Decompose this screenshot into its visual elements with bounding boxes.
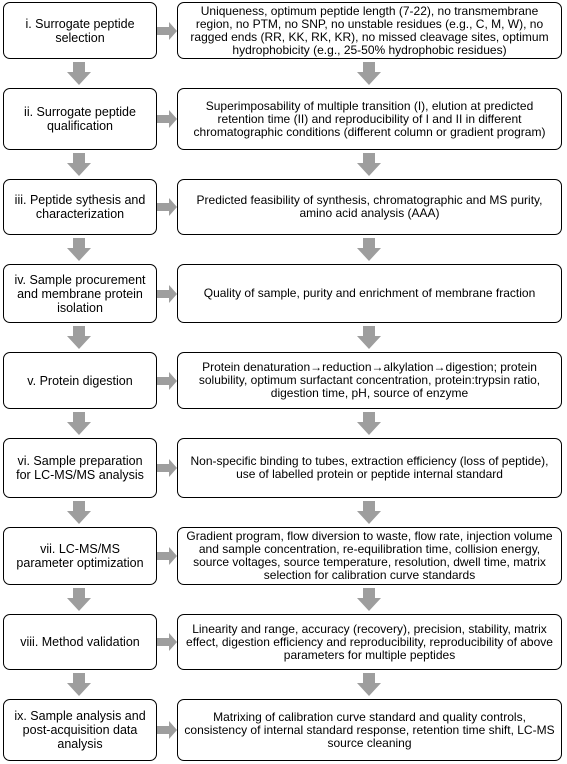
down-arrow-icon [67,412,91,435]
step-1-detail-box [177,2,562,59]
down-arrow-icon [67,238,91,261]
step-8-detail: Linearity and range, accuracy (recovery), precision, stability, matrix effect, digestion efficiency and reproducibility, reproducibility of above parameters for multiple peptides [186,621,553,662]
down-arrow-icon [357,238,381,261]
step-3-right-arrow [157,198,177,216]
step-7-detail: Gradient program, flow diversion to waste, flow rate, injection volume and sample concentration, re-equilibration time, collision energy, source voltages, source temperature, resolution, dwell time, matrix selection for calibration curve standards [186,529,553,582]
step-6-detail: Non-specific binding to tubes, extraction efficiency (loss of peptide), use of labelled protein or peptide internal standard [190,454,549,481]
down-arrow-icon [357,326,381,349]
step-4-right-arrow [157,285,177,303]
down-arrow-icon [67,673,91,696]
step-6-box [3,438,157,498]
down-arrow-icon [357,153,381,176]
step-6-detail-box [177,438,562,498]
step-3-detail-box [177,179,562,235]
step-4-detail: Quality of sample, purity and enrichment of membrane fraction [203,286,536,300]
step-5-right-arrow [157,372,177,390]
step-8-right-arrow [157,633,177,651]
step-8-box [3,614,157,670]
down-arrow-icon [357,62,381,85]
down-arrow-icon [357,588,381,611]
step-1-box [3,2,157,59]
step-9-label: ix. Sample analysis and post-acquisition data analysis [14,709,146,751]
step-7-right-arrow [157,547,177,565]
step-5-detail: Protein denaturation→reduction→alkylation→digestion; protein solubility, optimum surfactant concentration, protein:trypsin ratio, digestion time, pH, source of enzyme [198,360,541,400]
step-4-label: iv. Sample procurement and membrane protein isolation [14,272,146,315]
step-6-label: vi. Sample preparation for LC-MS/MS analysis [16,454,144,482]
step-7-label: vii. LC-MS/MS parameter optimization [16,542,144,570]
step-6-right-arrow [157,459,177,477]
step-8-label: viii. Method validation [20,635,140,649]
step-3-label: iii. Peptide sythesis and characterization [14,193,146,221]
step-5-box [3,352,157,409]
step-9-detail-box [177,699,562,761]
down-arrow-icon [67,62,91,85]
step-4-detail-box [177,264,562,323]
step-2-box [3,88,157,150]
step-9-box [3,699,157,761]
step-5-label: v. Protein digestion [27,373,133,388]
down-arrow-icon [357,412,381,435]
step-9-detail: Matrixing of calibration curve standard and quality controls, consistency of internal standard response, retention time shift, LC-MS source cleaning [184,709,555,750]
step-1-right-arrow [157,22,177,40]
down-arrow-icon [357,673,381,696]
step-1-detail: Uniqueness, optimum peptide length (7-22), no transmembrane region, no PTM, no SNP, no unstable residues (e.g., C, M, W), no ragged ends (RR, KK, RK, KR), no missed cleavage sites, optimum hydrophobicity (e.g., 25-50% hydrophobic residues) [190,3,549,57]
step-9-right-arrow [157,721,177,739]
step-5-detail-box [177,352,562,409]
down-arrow-icon [67,153,91,176]
down-arrow-icon [67,588,91,611]
step-4-box [3,264,157,323]
step-1-label: i. Surrogate peptide selection [25,16,135,45]
step-2-detail: Superimposability of multiple transition (I), elution at predicted retention time (II) and reproducibility of I and II in different chromatographic conditions (different column or gradient program) [193,98,546,139]
down-arrow-icon [67,501,91,524]
down-arrow-icon [357,501,381,524]
step-7-detail-box [177,527,562,585]
step-2-right-arrow [157,110,177,128]
step-7-box [3,527,157,585]
down-arrow-icon [67,326,91,349]
step-2-detail-box [177,88,562,150]
step-8-detail-box [177,614,562,670]
step-2-label: ii. Surrogate peptide qualification [24,105,136,133]
step-3-detail: Predicted feasibility of synthesis, chromatographic and MS purity, amino acid analysis (AAA) [196,193,543,220]
step-3-box [3,179,157,235]
